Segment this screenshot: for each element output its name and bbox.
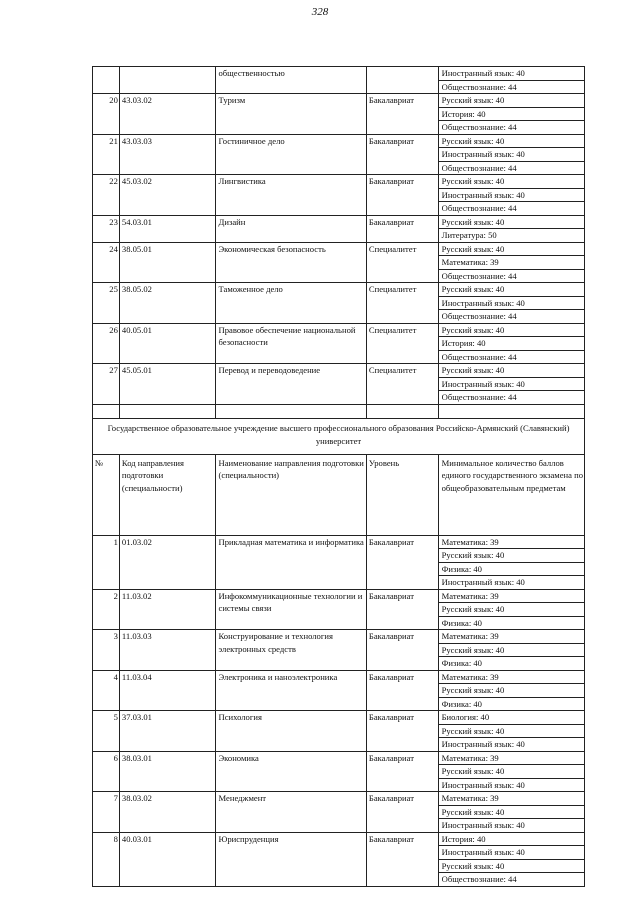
row-level: Специалитет <box>367 283 439 323</box>
row-number: 7 <box>93 792 120 832</box>
exam-score: История: 40 <box>439 108 584 122</box>
exam-score: Русский язык: 40 <box>439 644 584 658</box>
row-number: 4 <box>93 671 120 711</box>
row-number: 21 <box>93 135 120 175</box>
row-exams <box>439 630 584 670</box>
row-level: Бакалавриат <box>367 711 439 751</box>
row-number: 26 <box>93 324 120 364</box>
table-header <box>92 455 585 536</box>
row-exams <box>439 590 584 630</box>
exam-score: Русский язык: 40 <box>439 175 584 189</box>
row-number: 27 <box>93 364 120 404</box>
organization-title: Государственное образовательное учреждение высшего профессионального образования Российско-Армянский (Славянский) университет <box>92 419 585 455</box>
table-row <box>92 630 585 671</box>
admission-table <box>92 66 585 887</box>
exam-score: Иностранный язык: 40 <box>441 779 525 790</box>
row-level: Бакалавриат <box>367 671 439 711</box>
table-row <box>92 711 585 752</box>
continuation-section <box>92 66 585 405</box>
row-level: Бакалавриат <box>367 752 439 792</box>
exam-score: Русский язык: 40 <box>439 94 584 108</box>
exam-score: Математика: 39 <box>439 630 584 644</box>
exam-score: Русский язык: 40 <box>439 283 584 297</box>
row-name: Конструирование и технология электронных средств <box>216 630 367 670</box>
row-name: Правовое обеспечение национальной безопасности <box>216 324 367 364</box>
row-number: 5 <box>93 711 120 751</box>
exam-score: Русский язык: 40 <box>439 135 584 149</box>
exam-score: Русский язык: 40 <box>439 603 584 617</box>
row-level: Бакалавриат <box>367 536 439 589</box>
exam-score: Обществознание: 44 <box>441 270 517 281</box>
table-row <box>92 833 585 887</box>
exam-score: Физика: 40 <box>441 658 482 668</box>
table-row <box>92 590 585 631</box>
row-exams <box>439 283 584 323</box>
row-number: 2 <box>93 590 120 630</box>
row-level <box>367 67 439 93</box>
main-section <box>92 536 585 887</box>
table-row <box>92 135 585 176</box>
table-row <box>92 175 585 216</box>
row-exams <box>439 94 584 134</box>
header-code: Код направления подготовки (специальности) <box>120 455 216 535</box>
row-level: Бакалавриат <box>367 833 439 886</box>
exam-score: Физика: 40 <box>441 698 482 709</box>
row-code: 45.03.02 <box>120 175 216 215</box>
row-exams <box>439 752 584 792</box>
table-row <box>92 536 585 590</box>
row-level: Специалитет <box>367 243 439 283</box>
row-code: 01.03.02 <box>120 536 216 589</box>
exam-score: История: 40 <box>439 833 584 847</box>
row-code: 38.05.02 <box>120 283 216 323</box>
row-code: 54.03.01 <box>120 216 216 242</box>
row-exams <box>439 833 584 886</box>
header-name: Наименование направления подготовки (специальности) <box>216 455 367 535</box>
row-name: Гостиничное дело <box>216 135 367 175</box>
exam-score: История: 40 <box>439 337 584 351</box>
header-num: № <box>93 455 120 535</box>
exam-score: Математика: 39 <box>439 792 584 806</box>
exam-score: Обществознание: 44 <box>441 874 517 884</box>
exam-score: Обществознание: 44 <box>441 122 517 132</box>
row-code <box>120 67 216 93</box>
row-number: 24 <box>93 243 120 283</box>
exam-score: Обществознание: 44 <box>441 203 517 213</box>
row-code: 43.03.03 <box>120 135 216 175</box>
exam-score: Иностранный язык: 40 <box>441 820 525 830</box>
exam-score: Русский язык: 40 <box>439 684 584 698</box>
row-name: Электроника и наноэлектроника <box>216 671 367 711</box>
row-code: 40.03.01 <box>120 833 216 886</box>
row-exams <box>439 243 584 283</box>
row-number: 23 <box>93 216 120 242</box>
row-level: Специалитет <box>367 364 439 404</box>
row-number: 25 <box>93 283 120 323</box>
exam-score: Математика: 39 <box>439 536 584 550</box>
exam-score: Обществознание: 44 <box>441 311 517 321</box>
row-name: Туризм <box>216 94 367 134</box>
row-exams <box>439 792 584 832</box>
row-exams <box>439 671 584 711</box>
row-name: Экономическая безопасность <box>216 243 367 283</box>
row-name: Менеджмент <box>216 792 367 832</box>
table-row <box>92 792 585 833</box>
row-number: 22 <box>93 175 120 215</box>
row-code: 38.05.01 <box>120 243 216 283</box>
exam-score: Русский язык: 40 <box>439 243 584 257</box>
row-code: 37.03.01 <box>120 711 216 751</box>
exam-score: Математика: 39 <box>439 671 584 685</box>
exam-score: Физика: 40 <box>439 563 584 577</box>
row-name: Лингвистика <box>216 175 367 215</box>
table-row <box>92 283 585 324</box>
row-level: Бакалавриат <box>367 590 439 630</box>
row-code: 45.05.01 <box>120 364 216 404</box>
row-code: 11.03.03 <box>120 630 216 670</box>
row-exams <box>439 711 584 751</box>
row-level: Бакалавриат <box>367 216 439 242</box>
table-row <box>92 671 585 712</box>
exam-score: Иностранный язык: 40 <box>439 297 584 311</box>
table-row <box>92 216 585 243</box>
exam-score: Русский язык: 40 <box>439 364 584 378</box>
header-level: Уровень <box>367 455 439 535</box>
exam-score: Математика: 39 <box>439 256 584 270</box>
row-number: 6 <box>93 752 120 792</box>
row-name: Инфокоммуникационные технологии и системы связи <box>216 590 367 630</box>
exam-score: Обществознание: 44 <box>441 392 517 402</box>
row-exams <box>439 536 584 589</box>
row-name: Перевод и переводоведение <box>216 364 367 404</box>
exam-score: Русский язык: 40 <box>439 806 584 820</box>
row-code: 38.03.01 <box>120 752 216 792</box>
exam-score: Иностранный язык: 40 <box>439 148 584 162</box>
row-code: 11.03.02 <box>120 590 216 630</box>
exam-score: Биология: 40 <box>439 711 584 725</box>
row-exams <box>439 135 584 175</box>
exam-score: Иностранный язык: 40 <box>439 378 584 392</box>
row-exams <box>439 216 584 242</box>
row-number: 1 <box>93 536 120 589</box>
row-name: Экономика <box>216 752 367 792</box>
table-row <box>92 364 585 405</box>
row-level: Бакалавриат <box>367 175 439 215</box>
row-level: Бакалавриат <box>367 94 439 134</box>
exam-score: Обществознание: 44 <box>441 351 517 362</box>
row-level: Бакалавриат <box>367 135 439 175</box>
row-code: 40.05.01 <box>120 324 216 364</box>
row-number: 8 <box>93 833 120 886</box>
row-code: 38.03.02 <box>120 792 216 832</box>
row-code: 11.03.04 <box>120 671 216 711</box>
row-number: 3 <box>93 630 120 670</box>
exam-score: Русский язык: 40 <box>439 725 584 739</box>
row-exams <box>439 364 584 404</box>
row-name: Дизайн <box>216 216 367 242</box>
row-level: Бакалавриат <box>367 792 439 832</box>
row-level: Бакалавриат <box>367 630 439 670</box>
row-exams <box>439 175 584 215</box>
exam-score: Обществознание: 44 <box>441 162 517 173</box>
exam-score: Обществознание: 44 <box>441 81 517 92</box>
row-number: 20 <box>93 94 120 134</box>
exam-score: Русский язык: 40 <box>439 549 584 563</box>
empty-row <box>92 405 585 419</box>
table-row <box>92 94 585 135</box>
row-name: Психология <box>216 711 367 751</box>
exam-score: Иностранный язык: 40 <box>439 67 584 81</box>
table-row <box>92 324 585 365</box>
exam-score: Русский язык: 40 <box>439 324 584 338</box>
exam-score: Математика: 39 <box>439 590 584 604</box>
exam-score: Математика: 39 <box>439 752 584 766</box>
table-row <box>92 66 585 94</box>
exam-score: Русский язык: 40 <box>439 765 584 779</box>
table-row <box>92 243 585 284</box>
row-level: Специалитет <box>367 324 439 364</box>
exam-score: Русский язык: 40 <box>439 860 584 874</box>
exam-score: Иностранный язык: 40 <box>439 846 584 860</box>
row-number <box>93 67 120 93</box>
exam-score: Физика: 40 <box>441 617 482 628</box>
row-name: Таможенное дело <box>216 283 367 323</box>
row-name: общественностью <box>216 67 367 93</box>
exam-score: Иностранный язык: 40 <box>441 577 525 587</box>
row-code: 43.03.02 <box>120 94 216 134</box>
row-name: Прикладная математика и информатика <box>216 536 367 589</box>
exam-score: Иностранный язык: 40 <box>439 189 584 203</box>
exam-score: Русский язык: 40 <box>439 216 584 230</box>
exam-score: Иностранный язык: 40 <box>441 739 525 749</box>
row-exams <box>439 324 584 364</box>
row-exams <box>439 67 584 93</box>
exam-score: Литература: 50 <box>441 230 497 240</box>
table-row <box>92 752 585 793</box>
row-name: Юриспруденция <box>216 833 367 886</box>
header-exams: Минимальное количество баллов единого государственного экзамена по общеобразовательным предметам <box>441 457 583 493</box>
page-number: 328 <box>311 6 329 18</box>
